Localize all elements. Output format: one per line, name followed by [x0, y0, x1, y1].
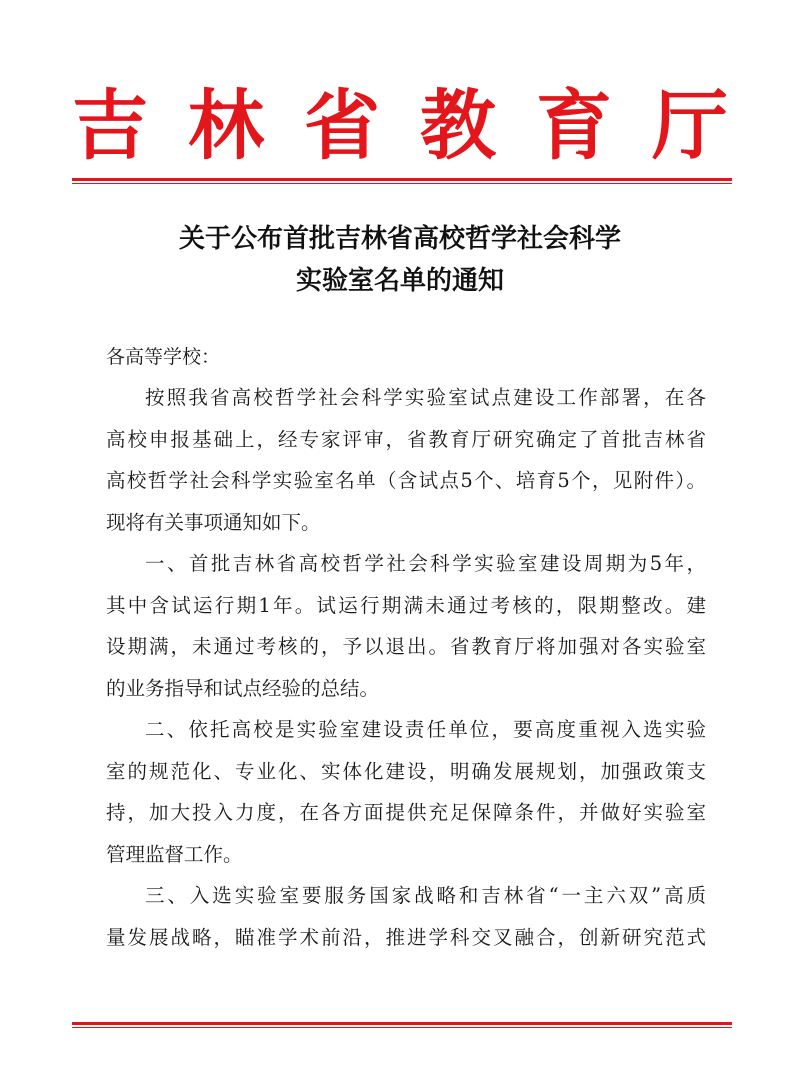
masthead-char: 吉	[72, 81, 148, 170]
body-line: 一、首批吉林省高校哲学社会科学实验室建设周期为5年，	[145, 552, 706, 575]
body-line: 高校申报基础上，经专家评审，省教育厅研究确定了首批吉林省	[106, 427, 706, 451]
document-title	[60, 218, 740, 302]
title-line-1: 关于公布首批吉林省高校哲学社会科学	[178, 224, 621, 254]
body-line: 高校哲学社会科学实验室名单（含试点5个、培育5个，见附件）。	[106, 469, 706, 492]
salutation: 各高等学校：	[106, 346, 221, 368]
body-line: 二、依托高校是实验室建设责任单位，要高度重视入选实验	[145, 718, 706, 741]
top-red-rule	[72, 178, 732, 184]
masthead-char: 育	[536, 81, 612, 170]
body-line: 管理监督工作。	[106, 842, 243, 866]
body-line: 设期满，未通过考核的，予以退出。省教育厅将加强对各实验室	[106, 635, 706, 658]
body-line: 的业务指导和试点经验的总结。	[106, 676, 380, 700]
masthead-char: 林	[188, 81, 264, 170]
body-line: 量发展战略，瞄准学术前沿，推进学科交叉融合，创新研究范式	[106, 925, 706, 949]
masthead	[72, 76, 728, 176]
masthead-char: 厅	[652, 81, 728, 170]
body-line: 其中含试运行期1年。试运行期满未通过考核的，限期整改。建	[106, 593, 706, 617]
body-line: 室的规范化、专业化、实体化建设，明确发展规划，加强政策支	[106, 759, 706, 783]
body-line: 三、入选实验室要服务国家战略和吉林省“一主六双”高质	[145, 884, 706, 907]
title-line-2: 实验室名单的通知	[295, 266, 504, 296]
body-text	[106, 381, 706, 962]
body-line: 按照我省高校哲学社会科学实验室试点建设工作部署，在各	[145, 386, 706, 409]
body-line: 持，加大投入力度，在各方面提供充足保障条件，并做好实验室	[106, 801, 706, 824]
body-line: 现将有关事项通知如下。	[106, 510, 321, 534]
bottom-red-rule	[72, 1022, 732, 1028]
masthead-char: 教	[420, 81, 496, 170]
masthead-char: 省	[304, 81, 380, 170]
